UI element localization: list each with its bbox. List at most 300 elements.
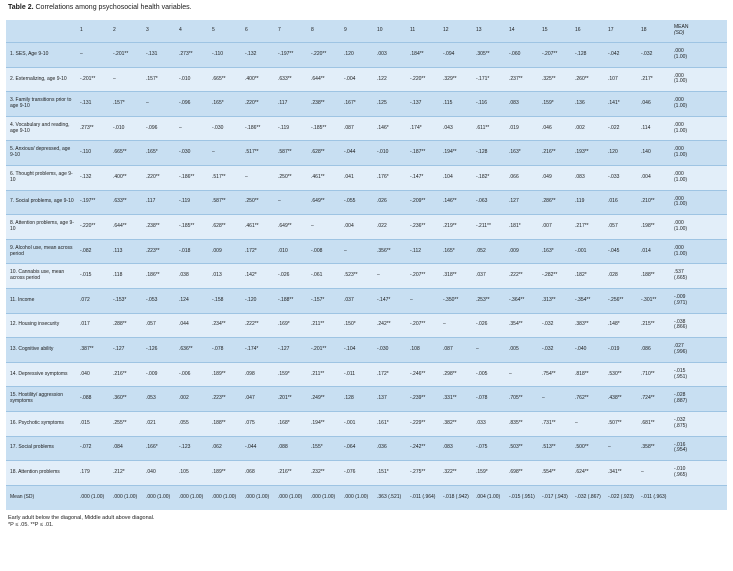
- row-mean: .537: [674, 269, 684, 276]
- correlation-cell: .216**: [540, 141, 573, 166]
- correlation-cell: .084: [111, 436, 144, 461]
- correlation-cell: -.055: [342, 190, 375, 215]
- correlation-cell: .040: [144, 461, 177, 486]
- table-row: [6, 461, 727, 486]
- correlation-cell: .026: [375, 190, 408, 215]
- correlation-cell: .141*: [606, 92, 639, 117]
- correlation-cell: -.032 (.867): [573, 485, 606, 510]
- correlation-cell: .360**: [111, 387, 144, 412]
- correlation-cell: -.186**: [243, 116, 276, 141]
- row-sd: (1.00): [674, 127, 688, 134]
- row-label: 13. Cognitive ability: [6, 338, 78, 363]
- correlation-cell: -.010: [177, 67, 210, 92]
- row-mean-sd: [672, 264, 727, 289]
- correlation-cell: -.110: [210, 43, 243, 68]
- correlation-cell: .004: [639, 165, 672, 190]
- correlation-cell: -.010: [375, 141, 408, 166]
- correlation-cell: -.008: [309, 239, 342, 264]
- correlation-cell: .168*: [276, 411, 309, 436]
- correlation-cell: .189**: [210, 461, 243, 486]
- correlation-cell: .047: [243, 387, 276, 412]
- row-label: 14. Depressive symptoms: [6, 362, 78, 387]
- correlation-cell: .137: [375, 387, 408, 412]
- correlation-cell: .649**: [276, 215, 309, 240]
- table-row: [6, 141, 727, 166]
- correlation-cell: .762**: [573, 387, 606, 412]
- correlation-cell: –: [78, 43, 111, 68]
- correlation-cell: .517**: [243, 141, 276, 166]
- row-label: 3. Family transitions prior to age 9-10: [6, 92, 78, 117]
- correlation-cell: .438**: [606, 387, 639, 412]
- correlation-cell: .517**: [210, 165, 243, 190]
- correlation-cell: -.011 (.964): [408, 485, 441, 510]
- row-mean-sd: [672, 313, 727, 338]
- correlation-cell: .004: [342, 215, 375, 240]
- correlation-cell: -.110: [78, 141, 111, 166]
- correlation-cell: –: [111, 67, 144, 92]
- correlation-cell: .087: [441, 338, 474, 363]
- table-number: Table 2.: [8, 4, 34, 11]
- row-mean-sd: [672, 485, 727, 510]
- correlation-cell: .000 (1.00): [144, 485, 177, 510]
- correlation-cell: -.030: [177, 141, 210, 166]
- row-mean: -.032: [674, 416, 686, 423]
- correlation-cell: .210**: [639, 190, 672, 215]
- correlation-cell: –: [408, 288, 441, 313]
- correlation-cell: .104: [441, 165, 474, 190]
- correlation-cell: .194**: [441, 141, 474, 166]
- row-label: 6. Thought problems, age 9-10: [6, 165, 78, 190]
- correlation-cell: .188**: [210, 411, 243, 436]
- correlation-cell: -.015: [78, 264, 111, 289]
- header-col-2: 2: [113, 27, 116, 34]
- correlation-cell: -.011 (.963): [639, 485, 672, 510]
- correlation-cell: -.220**: [408, 67, 441, 92]
- correlation-cell: -.123: [177, 436, 210, 461]
- correlation-cell: -.158: [210, 288, 243, 313]
- correlation-cell: .217**: [573, 215, 606, 240]
- correlation-cell: -.197**: [276, 43, 309, 68]
- correlation-cell: .313**: [540, 288, 573, 313]
- row-sd: (.887): [674, 398, 688, 405]
- correlation-cell: .216**: [111, 362, 144, 387]
- row-mean-sd: [672, 338, 727, 363]
- row-mean: .027: [674, 343, 684, 350]
- table-row: [6, 313, 727, 338]
- table-row: [6, 362, 727, 387]
- correlation-cell: .587**: [276, 141, 309, 166]
- correlation-cell: .186**: [144, 264, 177, 289]
- correlation-cell: -.147*: [375, 288, 408, 313]
- correlation-cell: .217*: [639, 67, 672, 92]
- correlation-cell: -.019: [606, 338, 639, 363]
- correlation-cell: .142*: [243, 264, 276, 289]
- table-title: [8, 4, 192, 11]
- correlation-cell: .318**: [441, 264, 474, 289]
- table-footnotes: [8, 515, 154, 530]
- correlation-cell: .181*: [507, 215, 540, 240]
- correlation-cell: -.088: [78, 387, 111, 412]
- correlation-cell: -.209**: [408, 190, 441, 215]
- correlation-cell: .066: [507, 165, 540, 190]
- correlation-cell: –: [474, 338, 507, 363]
- correlation-cell: -.011: [342, 362, 375, 387]
- correlation-cell: -.301**: [639, 288, 672, 313]
- correlation-cell: .159*: [540, 92, 573, 117]
- correlation-cell: .234**: [210, 313, 243, 338]
- correlation-cell: .036: [375, 436, 408, 461]
- correlation-cell: -.187**: [408, 141, 441, 166]
- row-mean-sd: [672, 92, 727, 117]
- correlation-cell: .358**: [639, 436, 672, 461]
- row-sd: (1.00): [674, 176, 688, 183]
- row-label: 4. Vocabulary and reading, age 9-10: [6, 116, 78, 141]
- correlation-cell: .212*: [111, 461, 144, 486]
- correlation-cell: .325**: [540, 67, 573, 92]
- correlation-cell: .072: [78, 288, 111, 313]
- correlation-cell: .288**: [111, 313, 144, 338]
- row-label: 17. Social problems: [6, 436, 78, 461]
- correlation-cell: .033: [474, 411, 507, 436]
- correlation-cell: .009: [210, 239, 243, 264]
- correlation-cell: -.147*: [408, 165, 441, 190]
- correlation-cell: .698**: [507, 461, 540, 486]
- correlation-cell: -.001: [342, 411, 375, 436]
- correlation-cell: -.236**: [408, 215, 441, 240]
- footnote-diagonal: Early adult below the diagonal, Middle adult above diagonal.: [8, 515, 155, 521]
- correlation-cell: .038: [177, 264, 210, 289]
- correlation-cell: .037: [474, 264, 507, 289]
- correlation-cell: .174*: [408, 116, 441, 141]
- correlation-cell: .356**: [375, 239, 408, 264]
- correlation-cell: –: [375, 264, 408, 289]
- correlation-cell: .046: [540, 116, 573, 141]
- correlation-cell: -.044: [342, 141, 375, 166]
- correlation-cell: .037: [342, 288, 375, 313]
- correlation-cell: –: [276, 190, 309, 215]
- correlation-cell: -.116: [474, 92, 507, 117]
- correlation-cell: .232**: [309, 461, 342, 486]
- correlation-cell: -.132: [243, 43, 276, 68]
- correlation-cell: .220**: [144, 165, 177, 190]
- correlation-cell: -.119: [276, 116, 309, 141]
- correlation-cell: .513**: [540, 436, 573, 461]
- correlation-cell: .286**: [540, 190, 573, 215]
- correlation-cell: -.220**: [78, 215, 111, 240]
- row-sd: (1.00): [674, 152, 688, 159]
- correlation-cell: .223**: [144, 239, 177, 264]
- row-label: 8. Attention problems, age 9-10: [6, 215, 78, 240]
- correlation-cell: .053: [144, 387, 177, 412]
- correlation-cell: .163*: [540, 239, 573, 264]
- row-mean: -.010: [674, 466, 686, 473]
- correlation-cell: .250**: [243, 190, 276, 215]
- correlation-cell: .242**: [375, 313, 408, 338]
- correlation-cell: .201**: [276, 387, 309, 412]
- correlation-cell: .098: [243, 362, 276, 387]
- correlation-cell: .238**: [144, 215, 177, 240]
- correlation-cell: .220**: [243, 92, 276, 117]
- correlation-cell: .387**: [78, 338, 111, 363]
- row-mean-sd: [672, 67, 727, 92]
- header-mean-sd: [672, 20, 727, 43]
- correlation-cell: -.045: [606, 239, 639, 264]
- table-row: [6, 485, 727, 510]
- correlation-cell: .633**: [111, 190, 144, 215]
- correlation-cell: .004 (1.00): [474, 485, 507, 510]
- row-label: 16. Psychotic symptoms: [6, 411, 78, 436]
- table-row: [6, 239, 727, 264]
- correlation-cell: .044: [177, 313, 210, 338]
- correlation-cell: .249**: [309, 387, 342, 412]
- correlation-cell: -.060: [507, 43, 540, 68]
- correlation-cell: -.040: [573, 338, 606, 363]
- correlation-cell: .028: [606, 264, 639, 289]
- correlation-cell: -.132: [78, 165, 111, 190]
- correlation-cell: -.186**: [177, 165, 210, 190]
- correlation-cell: .523**: [342, 264, 375, 289]
- correlation-cell: .013: [210, 264, 243, 289]
- correlation-cell: .120: [342, 43, 375, 68]
- correlation-cell: -.017 (.943): [540, 485, 573, 510]
- correlation-cell: .222**: [507, 264, 540, 289]
- row-label: 5. Anxious/ depressed, age 9-10: [6, 141, 78, 166]
- correlation-cell: .222**: [243, 313, 276, 338]
- header-col-3: 3: [146, 27, 149, 34]
- row-mean-sd: [672, 43, 727, 68]
- row-sd: (.875): [674, 422, 688, 429]
- correlation-cell: -.096: [177, 92, 210, 117]
- correlation-cell: .128: [342, 387, 375, 412]
- correlation-cell: –: [144, 92, 177, 117]
- correlation-cell: .354**: [507, 313, 540, 338]
- table-row: [6, 288, 727, 313]
- correlation-cell: .754**: [540, 362, 573, 387]
- correlation-cell: .057: [144, 313, 177, 338]
- correlation-cell: -.063: [474, 190, 507, 215]
- correlation-cell: .113: [111, 239, 144, 264]
- correlation-cell: .253**: [474, 288, 507, 313]
- row-sd: (1.00): [674, 102, 688, 109]
- correlation-cell: .188**: [639, 264, 672, 289]
- table-row: [6, 116, 727, 141]
- correlation-cell: -.171*: [474, 67, 507, 92]
- correlation-cell: –: [639, 461, 672, 486]
- correlation-cell: -.229**: [408, 411, 441, 436]
- header-sd-label: (SD): [674, 30, 685, 36]
- row-sd: (.954): [674, 447, 688, 454]
- correlation-cell: -.022: [606, 116, 639, 141]
- correlation-cell: .636**: [177, 338, 210, 363]
- correlation-cell: .237**: [507, 67, 540, 92]
- table-row: [6, 165, 727, 190]
- correlation-cell: -.182*: [474, 165, 507, 190]
- correlation-cell: –: [309, 215, 342, 240]
- correlation-cell: .161*: [375, 411, 408, 436]
- correlation-cell: -.207**: [540, 43, 573, 68]
- correlation-cell: .000 (1.00): [111, 485, 144, 510]
- correlation-cell: .146*: [375, 116, 408, 141]
- correlation-cell: -.075: [474, 436, 507, 461]
- row-sd: (.951): [674, 373, 688, 380]
- correlation-cell: .157*: [144, 67, 177, 92]
- correlation-cell: .163*: [507, 141, 540, 166]
- correlation-cell: .383**: [573, 313, 606, 338]
- correlation-cell: -.128: [573, 43, 606, 68]
- correlation-cell: .118: [111, 264, 144, 289]
- row-mean-sd: [672, 215, 727, 240]
- correlation-cell: -.207**: [408, 313, 441, 338]
- header-col-15: 15: [542, 27, 548, 34]
- correlation-cell: -.104: [342, 338, 375, 363]
- row-label: Mean (SD): [6, 485, 78, 510]
- correlation-cell: -.188**: [276, 288, 309, 313]
- correlation-cell: .016: [606, 190, 639, 215]
- correlation-cell: .165*: [210, 92, 243, 117]
- correlation-cell: .083: [441, 436, 474, 461]
- correlation-cell: -.119: [177, 190, 210, 215]
- correlation-cell: –: [243, 165, 276, 190]
- correlation-cell: .166*: [144, 436, 177, 461]
- correlation-cell: -.076: [342, 461, 375, 486]
- table-body: [6, 43, 727, 510]
- correlation-cell: .649**: [309, 190, 342, 215]
- correlation-cell: .184**: [408, 43, 441, 68]
- correlation-cell: -.082: [78, 239, 111, 264]
- correlation-cell: -.120: [243, 288, 276, 313]
- correlation-cell: .724**: [639, 387, 672, 412]
- row-mean-sd: [672, 165, 727, 190]
- correlation-cell: .500**: [573, 436, 606, 461]
- row-sd: (.971): [674, 299, 688, 306]
- correlation-cell: .075: [243, 411, 276, 436]
- correlation-cell: .055: [177, 411, 210, 436]
- correlation-cell: -.185**: [177, 215, 210, 240]
- row-mean-sd: [672, 362, 727, 387]
- correlation-cell: .040: [78, 362, 111, 387]
- correlation-cell: .250**: [276, 165, 309, 190]
- header-col-6: 6: [245, 27, 248, 34]
- header-col-10: 10: [377, 27, 383, 34]
- correlation-cell: -.078: [210, 338, 243, 363]
- correlation-cell: -.354**: [573, 288, 606, 313]
- correlation-cell: .194**: [309, 411, 342, 436]
- row-sd: (1.00): [674, 78, 688, 85]
- correlation-cell: .624**: [573, 461, 606, 486]
- correlation-cell: .628**: [309, 141, 342, 166]
- correlation-cell: -.044: [243, 436, 276, 461]
- correlation-cell: –: [177, 116, 210, 141]
- correlation-cell: -.010: [111, 116, 144, 141]
- correlation-cell: -.239**: [408, 387, 441, 412]
- correlation-cell: .633**: [276, 67, 309, 92]
- header-mean-label: MEAN: [674, 24, 689, 31]
- correlation-cell: .167*: [342, 92, 375, 117]
- correlation-cell: .022: [375, 215, 408, 240]
- correlation-cell: .114: [639, 116, 672, 141]
- correlation-cell: .216**: [276, 461, 309, 486]
- row-label: 2. Externalizing, age 9-10: [6, 67, 78, 92]
- row-mean: .000: [674, 97, 684, 104]
- correlation-cell: –: [210, 141, 243, 166]
- correlation-cell: .122: [375, 67, 408, 92]
- correlation-cell: -.220**: [309, 43, 342, 68]
- correlation-cell: -.127: [276, 338, 309, 363]
- table-row: [6, 215, 727, 240]
- correlation-cell: -.004: [342, 67, 375, 92]
- correlation-cell: .400**: [111, 165, 144, 190]
- correlation-cell: .000 (1.00): [276, 485, 309, 510]
- correlation-cell: .273**: [177, 43, 210, 68]
- row-mean: .000: [674, 121, 684, 128]
- correlation-cell: .002: [573, 116, 606, 141]
- correlation-cell: .322**: [441, 461, 474, 486]
- row-mean-sd: [672, 411, 727, 436]
- correlation-cell: -.042: [606, 43, 639, 68]
- correlation-cell: .000 (1.00): [243, 485, 276, 510]
- correlation-cell: -.211**: [474, 215, 507, 240]
- correlation-cell: -.032: [540, 313, 573, 338]
- correlation-cell: .665**: [111, 141, 144, 166]
- correlation-cell: -.137: [408, 92, 441, 117]
- correlation-cell: .238**: [309, 92, 342, 117]
- row-mean: .000: [674, 195, 684, 202]
- row-mean-sd: [672, 190, 727, 215]
- correlation-cell: .554**: [540, 461, 573, 486]
- correlation-cell: .165*: [144, 141, 177, 166]
- row-sd: (1.00): [674, 225, 688, 232]
- correlation-cell: -.030: [210, 116, 243, 141]
- correlation-cell: .382**: [441, 411, 474, 436]
- correlation-cell: .273**: [78, 116, 111, 141]
- correlation-cell: .215**: [639, 313, 672, 338]
- header-col-7: 7: [278, 27, 281, 34]
- footnote-significance: *P ≤ .05. **P ≤ .01.: [8, 522, 54, 529]
- correlation-cell: .124: [177, 288, 210, 313]
- correlation-cell: -.026: [276, 264, 309, 289]
- row-mean-sd: [672, 141, 727, 166]
- row-mean-sd: [672, 387, 727, 412]
- correlation-cell: -.201**: [111, 43, 144, 68]
- table-row: [6, 387, 727, 412]
- row-sd: (.866): [674, 324, 688, 331]
- correlation-cell: -.053: [144, 288, 177, 313]
- row-sd: (.665): [674, 275, 688, 282]
- correlation-cell: .017: [78, 313, 111, 338]
- correlation-cell: -.096: [144, 116, 177, 141]
- header-col-18: 18: [641, 27, 647, 34]
- correlation-cell: -.033: [606, 165, 639, 190]
- correlation-cell: .665**: [210, 67, 243, 92]
- correlation-cell: -.032: [639, 43, 672, 68]
- correlation-cell: -.112: [408, 239, 441, 264]
- correlation-cell: .644**: [309, 67, 342, 92]
- row-mean: .000: [674, 244, 684, 251]
- correlation-cell: .148*: [606, 313, 639, 338]
- correlation-cell: .731**: [540, 411, 573, 436]
- row-mean-sd: [672, 288, 727, 313]
- correlation-cell: .219**: [441, 215, 474, 240]
- correlation-cell: –: [342, 239, 375, 264]
- row-mean: .000: [674, 171, 684, 178]
- correlation-cell: .117: [276, 92, 309, 117]
- correlation-cell: .087: [342, 116, 375, 141]
- correlation-cell: .298**: [441, 362, 474, 387]
- correlation-cell: .255**: [111, 411, 144, 436]
- correlation-cell: -.026: [474, 313, 507, 338]
- correlation-cell: -.201**: [309, 338, 342, 363]
- header-col-8: 8: [311, 27, 314, 34]
